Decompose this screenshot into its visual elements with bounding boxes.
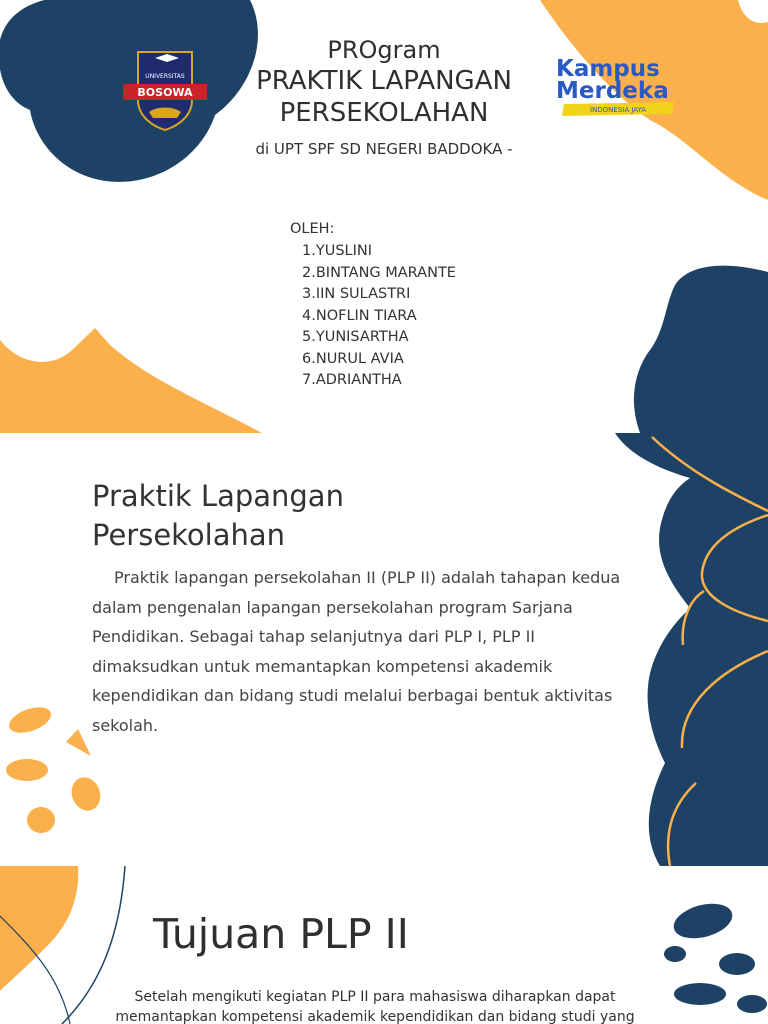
list-item: 2 . BINTANG MARANTE	[302, 265, 456, 287]
logo-bosowa-text: BOSOWA	[137, 86, 193, 99]
bosowa-logo	[123, 48, 207, 132]
definition-title-line2: Persekolahan	[92, 518, 286, 552]
slide-cover	[0, 0, 768, 433]
kampus-merdeka-logo	[552, 52, 682, 122]
program-title-line1: PRAKTIK LAPANGAN	[256, 66, 512, 96]
list-item: 3 . IIN SULASTRI	[302, 286, 456, 308]
orange-dot-3	[67, 773, 105, 815]
navy-dot-3	[719, 953, 755, 975]
orange-dot-4	[27, 807, 55, 833]
objectives-paragraph: Setelah mengikuti kegiatan PLP II para mahasiswa diharapkan dapat memantapkan kompetensi akademik kependidikan dan bidang studi yang	[115, 989, 635, 1024]
logo-merdeka-text: Merdeka	[556, 78, 669, 104]
navy-wave-right	[615, 433, 768, 866]
list-item: 1 . YUSLINI	[302, 243, 456, 265]
definition-title-line1: Praktik Lapangan	[92, 479, 344, 513]
logo-kampus-text: Kampus	[556, 56, 660, 82]
orange-dot-2	[6, 759, 48, 781]
by-label: OLEH:	[290, 221, 335, 237]
orange-triangle	[66, 729, 91, 756]
navy-dot-4	[674, 983, 726, 1005]
logo-tagline-text: INDONESIA JAYA	[589, 106, 647, 114]
navy-dot-5	[737, 995, 767, 1013]
logo-university-text: UNIVERSITAS	[145, 73, 185, 80]
definition-title	[92, 477, 512, 555]
slide-objectives	[0, 866, 768, 1024]
program-subtitle: PROgram	[327, 36, 441, 64]
list-item: 7 . ADRIANTHA	[302, 372, 456, 394]
list-item: 4 . NOFLIN TIARA	[302, 308, 456, 330]
orange-shape-bottom-left	[0, 328, 262, 433]
objectives-title: Tujuan PLP II	[153, 910, 409, 958]
navy-dot-2	[664, 946, 686, 962]
list-item: 6 . NURUL AVIA	[302, 351, 456, 373]
navy-dot-1	[670, 898, 736, 944]
orange-dot-1	[6, 702, 55, 738]
member-list	[302, 243, 456, 394]
definition-paragraph: Praktik lapangan persekolahan II (PLP II) adalah tahapan kedua dalam pengenalan lapangan persekolahan program Sarjana Pendidikan. Sebagai tahap selanjutnya dari PLP I, PLP II dimaksudkan untuk memantapkan kompetensi akademik kependidikan dan bidang studi melalui berbagai bentuk aktivitas sekolah.	[92, 568, 621, 735]
program-location: di UPT SPF SD NEGERI BADDOKA -	[255, 140, 513, 158]
navy-blob-bottom-right	[634, 266, 768, 433]
list-item: 5 . YUNISARTHA	[302, 329, 456, 351]
slide-definition	[0, 433, 768, 866]
program-title-line2: PERSEKOLAHAN	[279, 98, 489, 128]
